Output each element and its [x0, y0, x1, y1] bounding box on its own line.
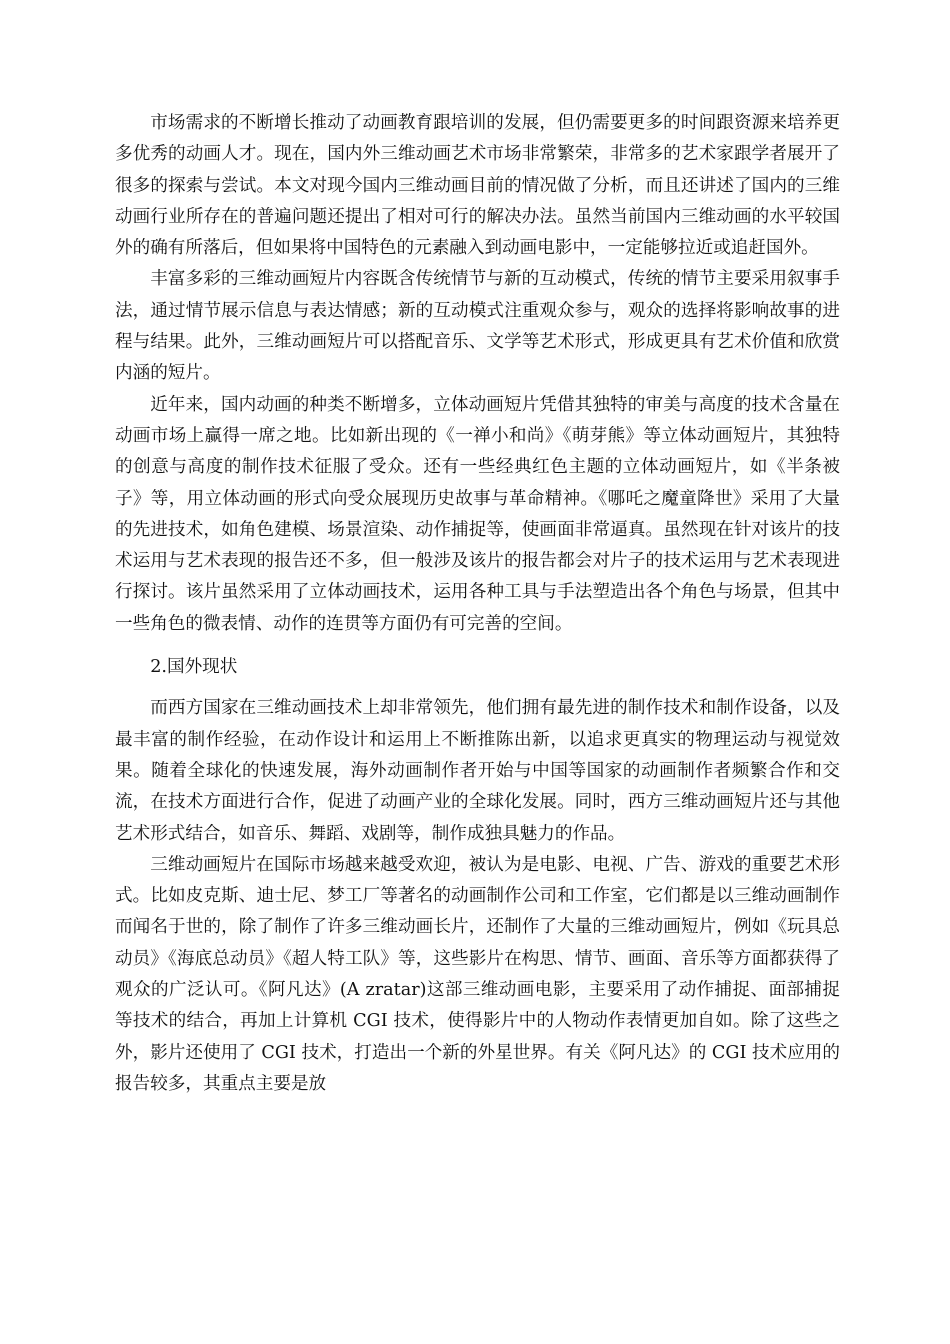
document-body — [115, 108, 840, 1100]
paragraph-market-demand: 市场需求的不断增长推动了动画教育跟培训的发展，但仍需要更多的时间跟资源来培养更多优秀的动画人才。现在，国内外三维动画艺术市场非常繁荣，非常多的艺术家跟学者展开了很多的探索与尝试。本文对现今国内三维动画目前的情况做了分析，而且还讲述了国内的三维动画行业所存在的普遍问题还提出了相对可行的解决办法。虽然当前国内三维动画的水平较国外的确有所落后，但如果将中国特色的元素融入到动画电影中，一定能够拉近或追赶国外。 — [115, 113, 840, 259]
paragraph-content-forms: 丰富多彩的三维动画短片内容既含传统情节与新的互动模式，传统的情节主要采用叙事手法，通过情节展示信息与表达情感；新的互动模式注重观众参与，观众的选择将影响故事的进程与结果。此外，三维动画短片可以搭配音乐、文学等艺术形式，形成更具有艺术价值和欣赏内涵的短片。 — [115, 269, 840, 384]
paragraph-international-market: 三维动画短片在国际市场越来越受欢迎，被认为是电影、电视、广告、游戏的重要艺术形式。比如皮克斯、迪士尼、梦工厂等著名的动画制作公司和工作室，它们都是以三维动画制作而闻名于世的，除了制作了许多三维动画长片，还制作了大量的三维动画短片，例如《玩具总动员》《海底总动员》《超人特工队》等，这些影片在构思、情节、画面、音乐等方面都获得了观众的广泛认可。《阿凡达》(A zratar)这部三维动画电影，主要采用了动作捕捉、面部捕捉等技术的结合，再加上计算机 CGI 技术，使得影片中的人物动作表情更加自如。除了这些之外，影片还使用了 CGI 技术，打造出一个新的外星世界。有关《阿凡达》的 CGI 技术应用的报告较多，其重点主要是放 — [115, 854, 840, 1094]
paragraph-domestic-status: 近年来，国内动画的种类不断增多，立体动画短片凭借其独特的审美与高度的技术含量在动画市场上赢得一席之地。比如新出现的《一禅小和尚》《萌芽熊》等立体动画短片，其独特的创意与高度的制作技术征服了受众。还有一些经典红色主题的立体动画短片，如《半条被子》等，用立体动画的形式向受众展现历史故事与革命精神。《哪吒之魔童降世》采用了大量的先进技术，如角色建模、场景渲染、动作捕捉等，使画面非常逼真。虽然现在针对该片的技术运用与艺术表现的报告还不多，但一般涉及该片的报告都会对片子的技术运用与艺术表现进行探讨。该片虽然采用了立体动画技术，运用各种工具与手法塑造出各个角色与场景，但其中一些角色的微表情、动作的连贯等方面仍有可完善的空间。 — [115, 394, 840, 634]
section-heading-foreign-status: 2.国外现状 — [150, 657, 238, 678]
paragraph-western-technology: 而西方国家在三维动画技术上却非常领先，他们拥有最先进的制作技术和制作设备，以及最丰富的制作经验，在动作设计和运用上不断推陈出新，以追求更真实的物理运动与视觉效果。随着全球化的快速发展，海外动画制作者开始与中国等国家的动画制作者频繁合作和交流，在技术方面进行合作，促进了动画产业的全球化发展。同时，西方三维动画短片还与其他艺术形式结合，如音乐、舞蹈、戏剧等，制作成独具魅力的作品。 — [115, 698, 840, 844]
